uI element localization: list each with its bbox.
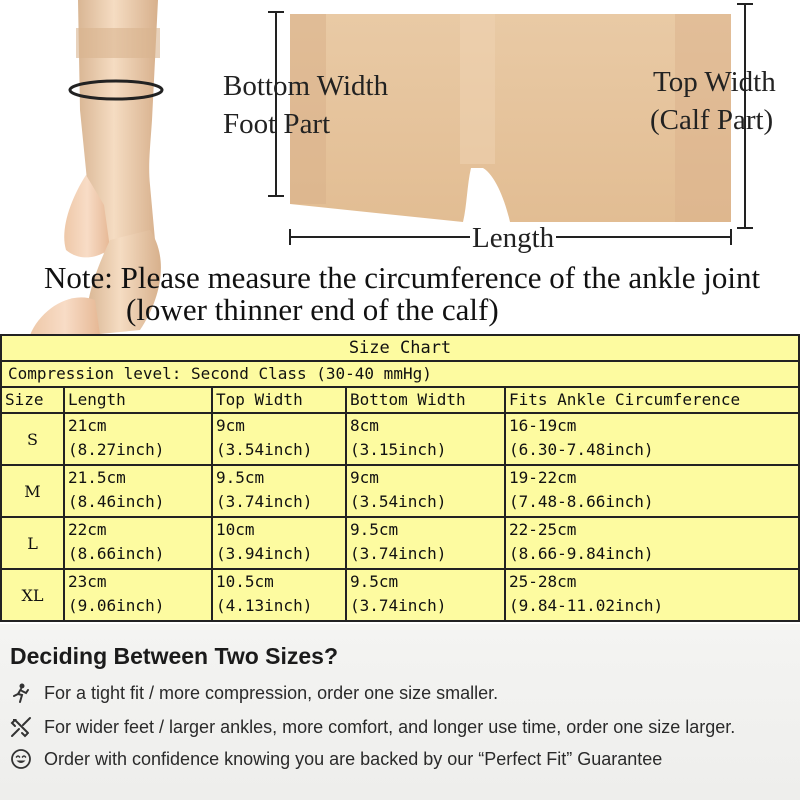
advice-item — [10, 682, 498, 704]
calf-part-label: (Calf Part) — [650, 104, 774, 136]
measure-note-detail: (lower thinner end of the calf) — [126, 292, 499, 327]
compression-level: Compression level: Second Class (30-40 mmHg) — [1, 361, 799, 387]
size-cell: XL — [1, 569, 64, 621]
advice-title: Deciding Between Two Sizes? — [10, 643, 339, 669]
size-advice-panel — [0, 624, 800, 800]
table-row — [1, 413, 799, 465]
length-cell: 21.5cm (8.46inch) — [64, 465, 212, 517]
wide-feet-icon — [10, 716, 32, 738]
ankle-circumference-cell: 16-19cm (6.30-7.48inch) — [505, 413, 799, 465]
length-cell: 21cm (8.27inch) — [64, 413, 212, 465]
foot-part-label: Foot Part — [223, 108, 331, 140]
size-chart-title: Size Chart — [1, 335, 799, 361]
size-cell: L — [1, 517, 64, 569]
ankle-circumference-cell: 25-28cm (9.84-11.02inch) — [505, 569, 799, 621]
bottom-width-label: Bottom Width — [223, 70, 389, 102]
top-width-cell: 10cm (3.94inch) — [212, 517, 346, 569]
ankle-circumference-cell: 19-22cm (7.48-8.66inch) — [505, 465, 799, 517]
table-header-row — [1, 387, 799, 413]
ankle-circumference-cell: 22-25cm (8.66-9.84inch) — [505, 517, 799, 569]
size-cell: M — [1, 465, 64, 517]
column-header: Length — [64, 387, 212, 413]
column-header: Fits Ankle Circumference — [505, 387, 799, 413]
top-width-cell: 9cm (3.54inch) — [212, 413, 346, 465]
advice-item — [10, 716, 735, 738]
table-row — [1, 465, 799, 517]
bottom-width-cell: 9.5cm (3.74inch) — [346, 517, 505, 569]
advice-item — [10, 748, 662, 770]
table-row — [1, 517, 799, 569]
smiley-icon — [10, 748, 32, 770]
measure-note: Note: Please measure the circumference of the ankle joint — [44, 260, 761, 295]
bottom-width-cell: 9.5cm (3.74inch) — [346, 569, 505, 621]
length-cell: 22cm (8.66inch) — [64, 517, 212, 569]
length-cell: 23cm (9.06inch) — [64, 569, 212, 621]
size-cell: S — [1, 413, 64, 465]
top-width-label: Top Width — [653, 66, 776, 98]
advice-text: For a tight fit / more compression, order one size smaller. — [44, 682, 499, 703]
column-header: Size — [1, 387, 64, 413]
column-header: Top Width — [212, 387, 346, 413]
bottom-width-cell: 8cm (3.15inch) — [346, 413, 505, 465]
tight-fit-icon — [10, 682, 32, 704]
bottom-width-cell: 9cm (3.54inch) — [346, 465, 505, 517]
top-width-cell: 10.5cm (4.13inch) — [212, 569, 346, 621]
size-chart-table — [0, 334, 800, 622]
column-header: Bottom Width — [346, 387, 505, 413]
top-width-cell: 9.5cm (3.74inch) — [212, 465, 346, 517]
table-row — [1, 569, 799, 621]
product-diagram — [0, 0, 800, 335]
length-label: Length — [472, 222, 555, 254]
advice-text: For wider feet / larger ankles, more comfort, and longer use time, order one size larger. — [44, 716, 736, 737]
advice-text: Order with confidence knowing you are backed by our “Perfect Fit” Guarantee — [44, 748, 663, 769]
